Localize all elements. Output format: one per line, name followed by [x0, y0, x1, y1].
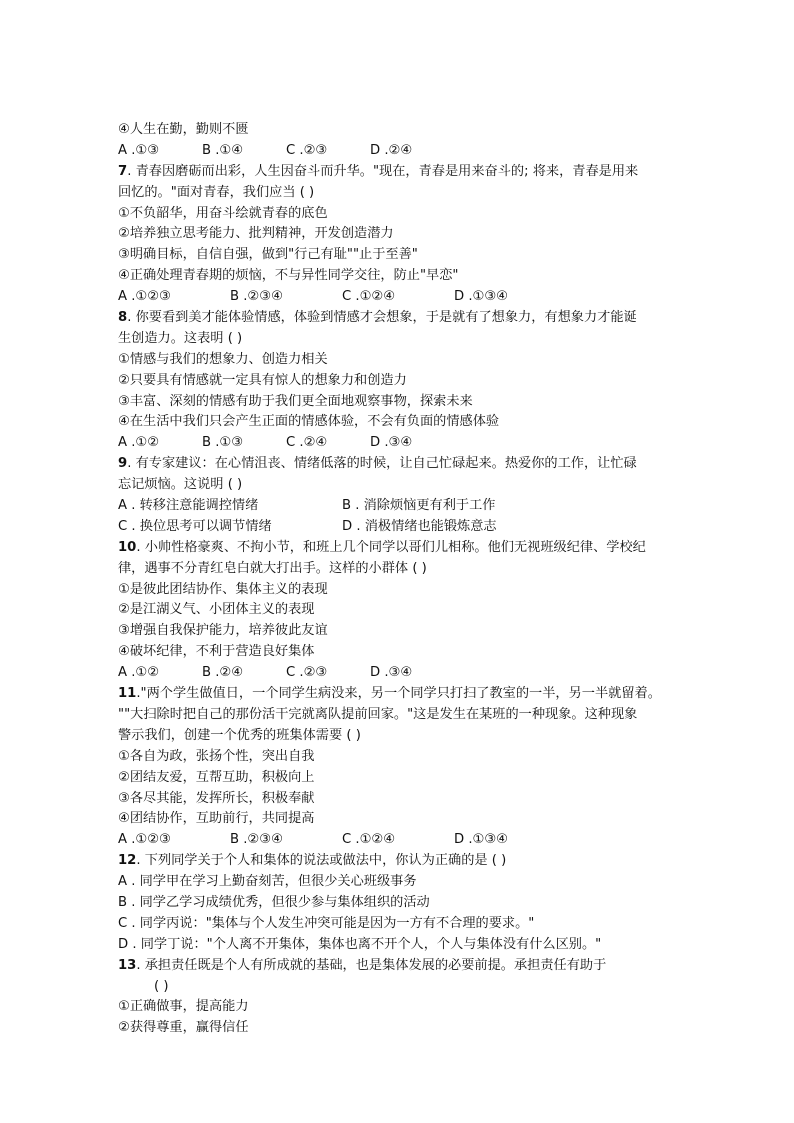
q9-stem-line-1	[118, 454, 678, 475]
q13-number: 13	[118, 957, 137, 973]
q9-stem-line-2: 忘记烦恼。这说明 ( )	[118, 477, 243, 493]
q10-option-a: A .①②	[118, 665, 160, 681]
q7-statement-2: ②培养独立思考能力、批判精神，开发创造潜力	[118, 226, 394, 242]
q11-stem-line-3: 警示我们，创建一个优秀的班集体需要 ( )	[118, 727, 361, 743]
q9-option-a: A . 转移注意能调控情绪	[118, 498, 259, 514]
q9-options-row-1	[118, 496, 678, 517]
q10-option-b: B .②④	[202, 665, 244, 681]
q12-stem-line-1	[118, 851, 678, 872]
q8-option-a: A .①②	[118, 435, 160, 451]
q9-stem-text-1: . 有专家建议：在心情沮丧、情绪低落的时候，让自己忙碌起来。热爱你的工作，让忙碌	[127, 456, 637, 472]
q8-option-b: B .①③	[202, 435, 244, 451]
q9-options-row-2	[118, 517, 678, 538]
q8-option-d: D .③④	[370, 435, 413, 451]
q13-answer-blank: ( )	[154, 978, 169, 994]
q11-statement-1: ①各自为政，张扬个性，突出自我	[118, 748, 315, 764]
q10-statement-2: ②是江湖义气、小团体主义的表现	[118, 602, 315, 618]
q13-statement-1: ①正确做事，提高能力	[118, 999, 249, 1015]
q11-option-b: B .②③④	[230, 832, 283, 848]
q12-option-b: B . 同学乙学习成绩优秀，但很少参与集体组织的活动	[118, 894, 430, 910]
q12-option-c: C . 同学丙说："集体与个人发生冲突可能是因为一方有不合理的要求。"	[118, 915, 535, 931]
q8-statement-1: ①情感与我们的想象力、创造力相关	[118, 351, 328, 367]
q11-stem-text-1: ."两个学生做值日，一个同学生病没来，另一个同学只打扫了教室的一半，另一半就留着。	[136, 686, 661, 702]
q8-statement-4: ④在生活中我们只会产生正面的情感体验，不会有负面的情感体验	[118, 414, 500, 430]
q6-statement-4: ④人生在勤，勤则不匮	[118, 122, 249, 137]
q11-stem-line-2: ""大扫除时把自己的那份活干完就离队提前回家。"这是发生在某班的一种现象。这种现象	[118, 706, 638, 722]
q7-option-b: B .②③④	[230, 289, 283, 305]
q11-statement-4: ④团结协作，互助前行，共同提高	[118, 811, 315, 827]
q7-options	[118, 287, 678, 308]
q8-stem-line-1	[118, 308, 678, 329]
q11-number: 11	[118, 686, 137, 702]
q7-stem-line-2: 回忆的。"面对青春，我们应当 ( )	[118, 184, 315, 200]
q10-stem-line-2: 律，遇事不分青红皂白就大打出手。这样的小群体 ( )	[118, 560, 427, 576]
q10-option-c: C .②③	[286, 665, 328, 681]
q11-option-c: C .①②④	[342, 832, 396, 848]
q9-option-d: D . 消极情绪也能锻炼意志	[342, 518, 497, 534]
q13-stem-line-1	[118, 956, 678, 977]
q10-stem-line-1	[118, 538, 678, 559]
q11-statement-3: ③各尽其能，发挥所长，积极奉献	[118, 790, 315, 806]
q7-statement-1: ①不负韶华，用奋斗绘就青春的底色	[118, 205, 328, 221]
q9-option-b: B . 消除烦恼更有利于工作	[342, 498, 496, 514]
q8-statement-3: ③丰富、深刻的情感有助于我们更全面地观察事物，探索未来	[118, 393, 473, 409]
q9-number: 9	[118, 456, 128, 472]
q10-stem-text-1: . 小帅性格豪爽、不拘小节，和班上几个同学以哥们儿相称。他们无视班级纪律、学校纪	[136, 539, 646, 555]
q12-option-a: A . 同学甲在学习上勤奋刻苦，但很少关心班级事务	[118, 874, 417, 890]
q8-number: 8	[118, 310, 128, 326]
q8-options	[118, 433, 678, 454]
q10-statement-1: ①是彼此团结协作、集体主义的表现	[118, 581, 328, 597]
q7-option-d: D .①③④	[454, 289, 509, 305]
q11-stem-line-1	[118, 684, 678, 705]
q13-stem-text-1: . 承担责任既是个人有所成就的基础，也是集体发展的必要前提。承担责任有助于	[136, 957, 607, 973]
q13-statement-2: ②获得尊重，赢得信任	[118, 1020, 249, 1036]
q7-option-c: C .①②④	[342, 289, 396, 305]
q7-stem-text-1: . 青春因磨砺而出彩，人生因奋斗而升华。"现在，青春是用来奋斗的; 将来，青春是用来	[127, 163, 639, 179]
q6-options	[118, 141, 678, 162]
q10-statement-3: ③增强自我保护能力，培养彼此友谊	[118, 623, 328, 639]
q11-option-a: A .①②③	[118, 832, 171, 848]
q12-option-d: D . 同学丁说："个人离不开集体，集体也离不开个人，个人与集体没有什么区别。"	[118, 936, 602, 952]
q8-stem-text-1: . 你要看到美才能体验情感，体验到情感才会想象，于是就有了想象力，有想象力才能诞	[127, 310, 637, 326]
q8-statement-2: ②只要具有情感就一定具有惊人的想象力和创造力	[118, 372, 407, 388]
q7-statement-4: ④正确处理青春期的烦恼，不与异性同学交往，防止"早恋"	[118, 268, 459, 284]
q7-option-a: A .①②③	[118, 289, 171, 305]
q11-statement-2: ②团结友爱，互帮互助，积极向上	[118, 769, 315, 785]
q8-option-c: C .②④	[286, 435, 328, 451]
q11-options	[118, 830, 678, 851]
q10-number: 10	[118, 539, 137, 555]
q10-statement-4: ④破坏纪律，不利于营造良好集体	[118, 644, 315, 660]
q10-option-d: D .③④	[370, 665, 413, 681]
q7-number: 7	[118, 163, 128, 179]
q8-stem-line-2: 生创造力。这表明 ( )	[118, 330, 243, 346]
q7-stem-line-1	[118, 162, 678, 183]
exam-page	[118, 120, 678, 1039]
q6-option-b: B .①④	[202, 142, 244, 158]
q6-option-d: D .②④	[370, 142, 413, 158]
q6-option-a: A .①③	[118, 142, 160, 158]
q12-number: 12	[118, 853, 137, 869]
q9-option-c: C . 换位思考可以调节情绪	[118, 518, 272, 534]
q11-option-d: D .①③④	[454, 832, 509, 848]
q7-statement-3: ③明确目标，自信自强，做到"行己有耻""止于至善"	[118, 247, 418, 263]
q6-option-c: C .②③	[286, 142, 328, 158]
q10-options	[118, 663, 678, 684]
q12-stem-text-1: . 下列同学关于个人和集体的说法或做法中，你认为正确的是 ( )	[136, 853, 507, 869]
